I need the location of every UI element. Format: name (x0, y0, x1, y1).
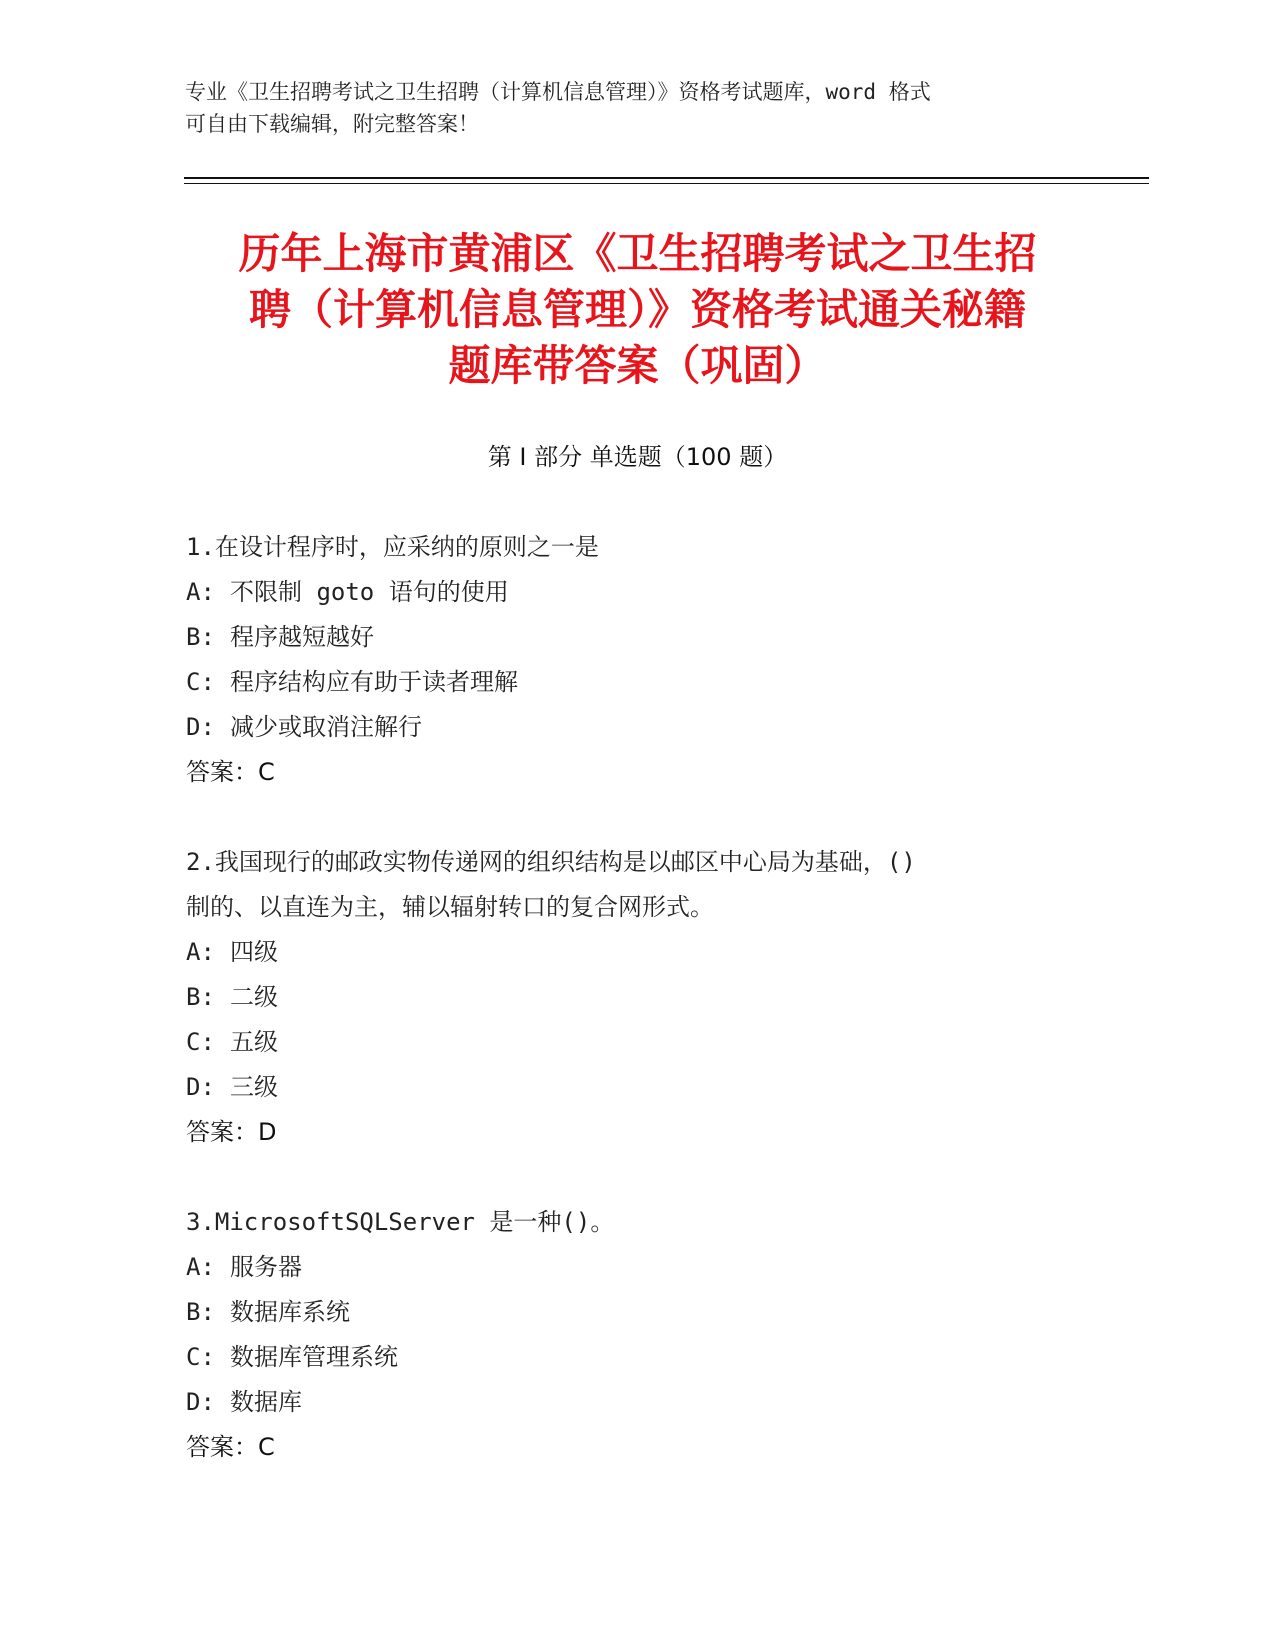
option-key: B: (186, 983, 215, 1011)
question-1 (186, 525, 1066, 795)
option-text: 服务器 (230, 1253, 302, 1281)
question-stem: 2.我国现行的邮政实物传递网的组织结构是以邮区中心局为基础，() (186, 848, 916, 876)
option-c (186, 1335, 1066, 1380)
option-b (186, 1290, 1066, 1335)
option-a (186, 930, 1066, 975)
question-stem: 3.MicrosoftSQLServer 是一种()。 (186, 1208, 615, 1236)
question-2 (186, 840, 1066, 1155)
option-c (186, 660, 1066, 705)
option-d (186, 1380, 1066, 1425)
answer: 答案：C (186, 1433, 275, 1461)
question-stem: 1.在设计程序时，应采纳的原则之一是 (186, 533, 599, 561)
header-divider-thick (184, 177, 1149, 179)
option-key: A: (186, 1253, 215, 1281)
option-key: D: (186, 1073, 215, 1101)
option-text: 数据库系统 (230, 1298, 350, 1326)
option-c (186, 1020, 1066, 1065)
option-text: 四级 (230, 938, 278, 966)
answer: 答案：C (186, 758, 275, 786)
option-key: A: (186, 578, 215, 606)
option-b (186, 975, 1066, 1020)
document-title (185, 226, 1090, 394)
option-key: C: (186, 668, 215, 696)
option-text: 三级 (230, 1073, 278, 1101)
title-line-1: 历年上海市黄浦区《卫生招聘考试之卫生招 (238, 229, 1037, 278)
header-note (185, 76, 1045, 140)
header-note-line-2: 可自由下载编辑，附完整答案！ (185, 112, 479, 136)
option-a (186, 570, 1066, 615)
answer: 答案：D (186, 1118, 277, 1146)
option-key: B: (186, 623, 215, 651)
option-key: B: (186, 1298, 215, 1326)
option-key: D: (186, 713, 215, 741)
option-b (186, 615, 1066, 660)
title-line-3: 题库带答案（巩固） (448, 341, 827, 390)
section-title: 第 I 部分 单选题（100 题） (487, 443, 788, 471)
option-text: 二级 (230, 983, 278, 1011)
question-3 (186, 1200, 1066, 1470)
question-stem-continued: 制的、以直连为主，辅以辐射转口的复合网形式。 (186, 893, 714, 921)
option-text: 程序结构应有助于读者理解 (230, 668, 518, 696)
option-key: C: (186, 1028, 215, 1056)
header-note-line-1: 专业《卫生招聘考试之卫生招聘（计算机信息管理）》资格考试题库，word 格式 (185, 80, 931, 104)
option-d (186, 705, 1066, 750)
question-list (186, 525, 1066, 1515)
header-divider-thin (184, 183, 1149, 184)
option-key: D: (186, 1388, 215, 1416)
option-text: 不限制 goto 语句的使用 (230, 578, 509, 606)
option-text: 减少或取消注解行 (230, 713, 422, 741)
option-text: 数据库管理系统 (230, 1343, 398, 1371)
title-line-2: 聘（计算机信息管理）》资格考试通关秘籍 (248, 285, 1026, 334)
option-text: 程序越短越好 (230, 623, 374, 651)
option-d (186, 1065, 1066, 1110)
option-key: A: (186, 938, 215, 966)
option-key: C: (186, 1343, 215, 1371)
option-text: 数据库 (230, 1388, 302, 1416)
option-text: 五级 (230, 1028, 278, 1056)
option-a (186, 1245, 1066, 1290)
